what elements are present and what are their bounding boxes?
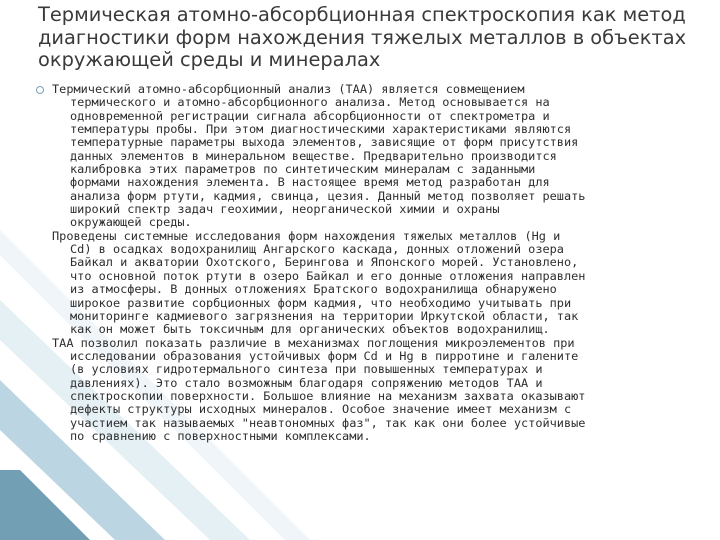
text-line: калибровка этих параметров по синтетическим минералам с заданными bbox=[70, 162, 536, 177]
text-line: по сравнению с поверхностными комплексами. bbox=[70, 428, 371, 443]
text-line: из атмосферы. В донных отложениях Братского водохранилища обнаружено bbox=[70, 282, 557, 297]
text-line: формами нахождения элемента. В настоящее время метод разработан для bbox=[70, 175, 550, 190]
text-line: как он может быть токсичным для органических объектов водохранилищ. bbox=[70, 322, 550, 337]
text-line: термического и атомно-абсорбционного анализа. Метод основывается на bbox=[70, 95, 550, 110]
text-line: давлениях). Это стало возможным благодаря сопряжению методов ТАА и bbox=[70, 375, 543, 390]
text-line: Проведены системные исследования форм нахождения тяжелых металлов (Hg и bbox=[52, 228, 561, 243]
title-line: диагностики форм нахождения тяжелых металлов в объектах bbox=[38, 25, 687, 49]
text-line: Термический атомно-абсорбционный анализ (ТАА) является совмещением bbox=[52, 82, 525, 96]
text-line: Cd) в осадках водохранилищ Ангарского каскада, донных отложений озера bbox=[70, 242, 564, 257]
bullet-icon bbox=[36, 86, 44, 94]
text-line: данных элементов в минеральном веществе. Предварительно производится bbox=[70, 148, 557, 163]
body-content bbox=[52, 83, 682, 443]
text-line: исследовании образования устойчивых форм Cd и Hg в пирротине и галените bbox=[70, 348, 579, 363]
text-line: температуры пробы. При этом диагностическими характеристиками являются bbox=[70, 122, 572, 137]
paragraph-research bbox=[52, 230, 682, 337]
text-line: что основной поток ртути в озеро Байкал и его донные отложения направлен bbox=[70, 268, 586, 283]
paragraph-taa-definition bbox=[52, 83, 682, 230]
text-line: широкий спектр задач геохимии, неорганической химии и охраны bbox=[70, 202, 500, 217]
text-line: температурные параметры выхода элементов, зависящие от форм присутствия bbox=[70, 135, 579, 150]
text-line: (в условиях гидротермального синтеза при повышенных температурах и bbox=[70, 362, 543, 377]
text-line: дефекты структуры исходных минералов. Особое значение имеет механизм с bbox=[70, 402, 572, 417]
text-line: ТАА позволил показать различие в механизмах поглощения микроэлементов при bbox=[52, 335, 575, 350]
text-line: анализа форм ртути, кадмия, свинца, цезия. Данный метод позволяет решать bbox=[70, 188, 586, 203]
text-line: спектроскопии поверхности. Большое влияние на механизм захвата оказывают bbox=[70, 388, 586, 403]
text-line: одновременной регистрации сигнала абсорбционности от спектрометра и bbox=[70, 108, 550, 123]
text-line: участием так называемых "неавтономных фаз", так как они более устойчивые bbox=[70, 415, 586, 430]
slide-title bbox=[38, 4, 708, 72]
text-line: окружающей среды. bbox=[70, 215, 192, 230]
text-line: широкое развитие сорбционных форм кадмия, что необходимо учитывать при bbox=[70, 295, 572, 310]
title-line: Термическая атомно-абсорбционная спектроскопия как метод bbox=[38, 3, 686, 26]
title-line: окружающей среды и минералах bbox=[38, 48, 381, 71]
text-line: Байкал и акватории Охотского, Берингова и Японского морей. Установлено, bbox=[70, 255, 579, 270]
text-line: мониторинге кадмиевого загрязнения на территории Иркутской области, так bbox=[70, 308, 579, 323]
paragraph-mechanisms bbox=[52, 337, 682, 444]
